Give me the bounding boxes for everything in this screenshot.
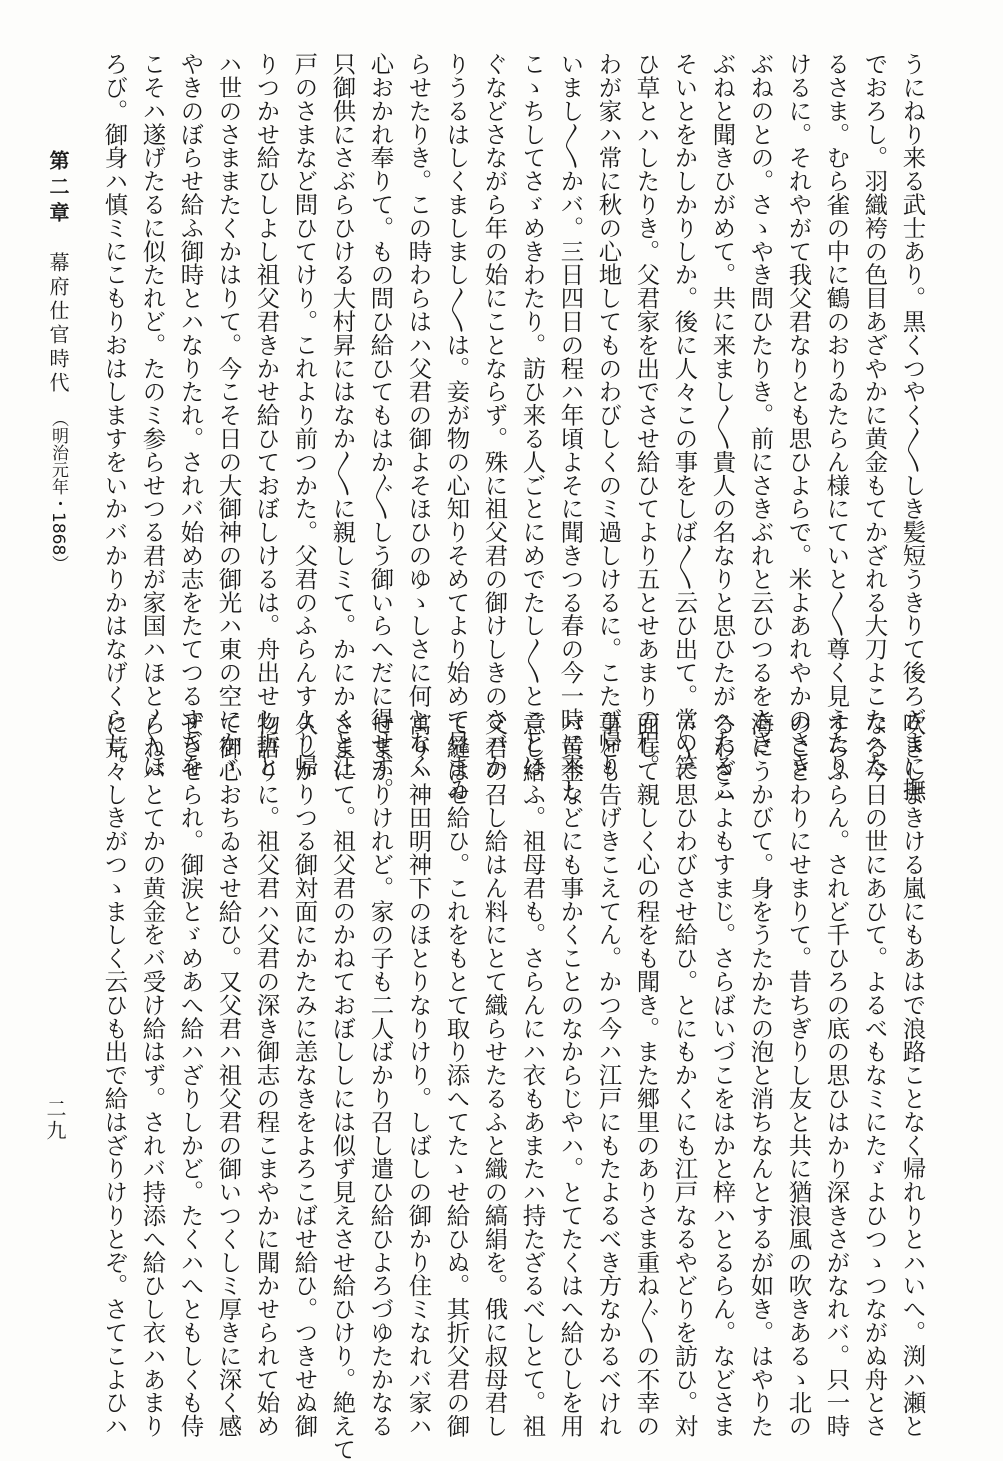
upper-column-15: 心おかれ奉りて。もの問ひ給ひてもはか〴〵しう御いらへだに得せず。 (366, 52, 395, 801)
lower-column-14: 寓りハ神田明神下のほとりなりけり。しばしの御かり住ミなれバ家ハ (404, 712, 433, 1438)
lower-column-5: 海にうかびて。身をうたかたの泡と消ちなんとするが如き。はやりた (746, 712, 775, 1438)
lower-column-4: のことわりにせまりて。昔ちぎりし友と共に猶浪風の吹きあるゝ北の (784, 712, 813, 1438)
lower-column-2: なる今日の世にあひて。よるべもなミにたゞよひつゝつながぬ舟とさ (860, 712, 889, 1438)
lower-column-11: 意し給ふ。祖母君も。さらんにハ衣もあまたハ持たざるべしとて。祖 (518, 712, 547, 1438)
upper-column-11: こゝちしてさゞめきわたり。訪ひ来る人ごとにめでたし〱とことほ (518, 52, 547, 778)
lower-column-9: 事ども告げきこえてん。かつ今ハ江戸にもたよるべき方なかるべけれ (594, 712, 623, 1438)
lower-column-15: せまかりけれど。家の子も二人ばかり召し遣ひ給ひよろづゆたかなる (366, 712, 395, 1438)
lower-column-7: 〴〵に思ひわびさせ給ひ。とにもかくにも江戸なるやどりを訪ひ。対 (670, 712, 699, 1438)
upper-column-22: ろび。御身ハ慎ミにこもりおはしますをいかバかりかはなげくらし。 (100, 52, 129, 778)
upper-column-4: けるに。それやがて我父君なりとも思ひよらで。米よあれやかのさき (784, 52, 813, 778)
lower-column-8: 面して親しく心の程をも聞き。また郷里のありさま重ね〴〵の不幸の (632, 712, 661, 1438)
upper-column-13: りうるはしくましまし〱は。妾が物の心知りそめてより始めて見まゐ (442, 52, 471, 801)
lower-column-13: て縫はせ給ひ。これをもとて取り添へてたゝせ給ひぬ。其折父君の御 (442, 712, 471, 1438)
running-head (48, 150, 68, 572)
upper-column-19: ハ世のさままたくかはりて。今こそ日の大御神の御光ハ東の空にかゞ (214, 52, 243, 778)
lower-column-22: に荒々しきがつゝましく云ひも出で給はざりけりとぞ。さてこよひハ (100, 712, 129, 1438)
lower-column-10: バ黄金などにも事かくことのなからじやハ。とてたくはへ給ひしを用 (556, 712, 585, 1438)
upper-column-21: こそハ遂げたるに似たれど。たのミ参らせつる君が家国ハほと〱ほ (138, 52, 167, 778)
lower-column-20: ぜさせられ。御涙とゞめあへ給ハざりしかど。たくハへともしくも侍 (176, 712, 205, 1438)
chapter-label: 第二章 (46, 150, 70, 228)
chapter-title: 幕府仕官時代 (46, 252, 70, 396)
lower-column-21: らねバとてかの黄金をバ受け給はず。されバ持添へ給ひし衣ハあまり (138, 712, 167, 1438)
lower-column-17: 久しかりつる御対面にかたみに恙なきをよろこばせ給ひ。つきせぬ御 (290, 712, 319, 1438)
lower-column-16: さまにて。祖父君のかねておぼししには似ず見えさせ給ひけり。絶えて (328, 712, 357, 1461)
upper-column-6: ぶねと聞きひがめて。共に来まし〱貴人の名なりと思ひたがへたるこ (708, 52, 737, 801)
lower-column-19: て御心おちゐさせ給ひ。又父君ハ祖父君の御いつくしミ厚きに深く感 (214, 712, 243, 1438)
lower-column-6: るわざハよもすまじ。さらばいづこをはかと梓ハとるらん。などさま (708, 712, 737, 1438)
lower-column-12: 父君の召し給はん料にとて織らせたるふと織の縞絹を。俄に叔母君し (480, 712, 509, 1438)
upper-column-5: ぶねのとの。さゝやき問ひたりき。前にさきぶれと云ひつるをさき (746, 52, 775, 754)
chapter-period: （明治元年・1868） (48, 410, 68, 573)
lower-column-1: 吹きしまきける嵐にもあはで浪路ことなく帰れりとハいへ。渕ハ瀬と (898, 712, 927, 1438)
upper-column-2: でおろし。羽織袴の色目あざやかに黄金もてかざれる大刀よこたへた (860, 52, 889, 778)
upper-column-8: ひ草とハしたりき。父君家を出でさせ給ひてより五とせあまりの程。 (632, 52, 661, 778)
lower-column-3: すらふらん。されど千ひろの底の思ひはかり深きさがなれバ。只一時 (822, 712, 851, 1438)
page-number: 二九 (43, 1098, 67, 1142)
upper-column-3: るさま。むら雀の中に鶴のおりゐたらん様にていと〱尊く見えたり (822, 52, 851, 778)
upper-column-10: いまし〱かバ。三日四日の程ハ年頃よそに聞きつる春の今一時に来し (556, 52, 585, 801)
upper-column-18: りつかせ給ひしよし祖父君きかせ給ひておぼしけるは。舟出せし折と (252, 52, 281, 778)
upper-column-16: 只御供にさぶらひける大村昇にはなか〱に親しミて。かにかくと江 (328, 52, 357, 778)
upper-column-14: らせたりき。この時わらはハ父君の御よそほひのゆゝしさに何となく (404, 52, 433, 778)
upper-column-12: ぐなどさながら年の始にことならず。殊に祖父君の御けしきのさバか (480, 52, 509, 778)
upper-column-9: わが家ハ常に秋の心地してものわびしくのミ過しけるに。こたび帰り (594, 52, 623, 778)
upper-column-7: そいとをかしかりしか。後に人々この事をしば〱云ひ出て。常の笑 (670, 52, 699, 778)
upper-column-17: 戸のさまなど問ひてけり。これより前つかた。父君のふらんすより帰 (290, 52, 319, 778)
lower-column-18: 物語りに。祖父君ハ父君の深き御志の程こまやかに聞かせられて始め (252, 712, 281, 1438)
upper-column-20: やきのぼらせ給ふ御時とハなりたれ。されバ始め志をたてつるすぢを (176, 52, 205, 778)
upper-column-1: うにねり来る武士あり。黒くつやく〱しき髪短うきりて後ろざまに撫 (898, 52, 927, 801)
